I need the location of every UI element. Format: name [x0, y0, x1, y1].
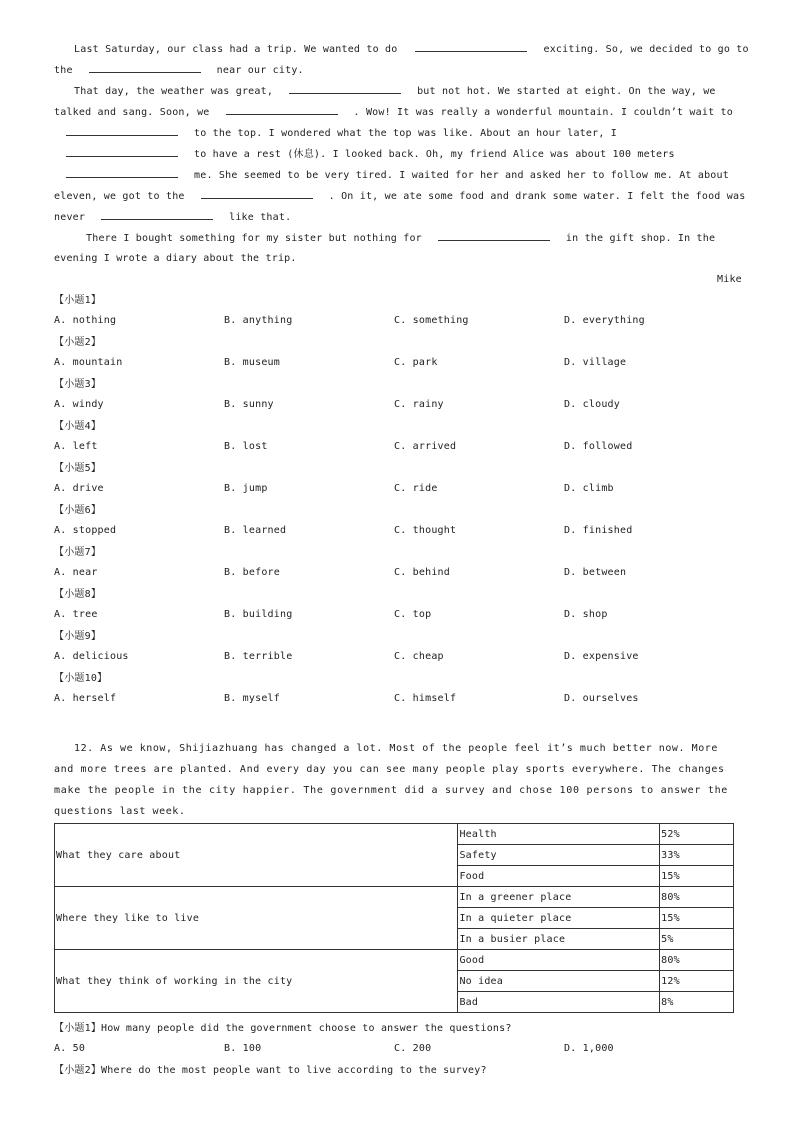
question-option[interactable]: D. shop: [564, 609, 608, 620]
survey-option-cell: Safety: [458, 845, 660, 866]
survey-option-cell: In a greener place: [458, 887, 660, 908]
question-label: 【小题10】: [54, 673, 108, 684]
passage-text: never: [54, 212, 86, 223]
section12-line-2: and more trees are planted. And every day you can see many people play sports everywhere. The changes: [54, 764, 725, 775]
question-option[interactable]: D. cloudy: [564, 399, 620, 410]
passage-text: There I bought something for my sister but nothing for: [86, 233, 422, 244]
question-option[interactable]: D. finished: [564, 525, 633, 536]
question-option[interactable]: B. jump: [224, 483, 268, 494]
passage-line-7: [54, 168, 729, 183]
passage-line-4: [54, 105, 733, 120]
q12-2: [54, 1064, 487, 1078]
passage-line-1: [74, 42, 749, 57]
q12-1-option-c[interactable]: C. 200: [394, 1043, 432, 1054]
question-option[interactable]: C. behind: [394, 567, 450, 578]
question-option[interactable]: A. herself: [54, 693, 117, 704]
passage-text: exciting. So, we decided to go to: [543, 44, 749, 55]
question-label: 【小题3】: [54, 379, 102, 390]
question-label: 【小题4】: [54, 421, 102, 432]
passage-text: . Wow! It was really a wonderful mountain. I couldn’t wait to: [353, 107, 733, 118]
passage-line-6: [54, 147, 675, 162]
question-option[interactable]: A. mountain: [54, 357, 123, 368]
q12-1: [54, 1022, 512, 1036]
question-option[interactable]: C. arrived: [394, 441, 457, 452]
passage-text: . On it, we ate some food and drank some water. I felt the food was: [328, 191, 746, 202]
passage-line-3: [74, 84, 716, 99]
question-option[interactable]: B. learned: [224, 525, 287, 536]
section12-line-3: make the people in the city happier. The government did a survey and chose 100 persons to answer the: [54, 785, 729, 796]
question-option[interactable]: A. drive: [54, 483, 104, 494]
blank-5: [66, 126, 178, 136]
survey-percent-cell: 15%: [660, 866, 734, 887]
survey-option-cell: No idea: [458, 971, 660, 992]
survey-option-cell: Health: [458, 824, 660, 845]
question-option[interactable]: C. park: [394, 357, 438, 368]
question-option[interactable]: B. anything: [224, 315, 293, 326]
question-option[interactable]: A. left: [54, 441, 98, 452]
question-option[interactable]: C. ride: [394, 483, 438, 494]
passage-text: eleven, we got to the: [54, 191, 185, 202]
survey-body: [55, 824, 734, 1013]
question-label: 【小题8】: [54, 589, 102, 600]
survey-percent-cell: 8%: [660, 992, 734, 1013]
question-option[interactable]: A. delicious: [54, 651, 129, 662]
question-option[interactable]: A. near: [54, 567, 98, 578]
survey-topic-cell: What they care about: [55, 824, 458, 887]
survey-option-cell: Good: [458, 950, 660, 971]
q12-2-text: Where do the most people want to live according to the survey?: [101, 1065, 487, 1076]
question-option[interactable]: B. museum: [224, 357, 280, 368]
q12-1-option-a[interactable]: A. 50: [54, 1043, 86, 1054]
question-option[interactable]: B. lost: [224, 441, 268, 452]
survey-option-cell: In a quieter place: [458, 908, 660, 929]
survey-percent-cell: 33%: [660, 845, 734, 866]
passage-text: to have a rest (休息). I looked back. Oh, my friend Alice was about 100 meters: [194, 149, 675, 160]
survey-option-cell: Food: [458, 866, 660, 887]
survey-topic-cell: Where they like to live: [55, 887, 458, 950]
question-option[interactable]: A. nothing: [54, 315, 117, 326]
section12-line-4: questions last week.: [54, 806, 186, 817]
q12-1-text: How many people did the government choose to answer the questions?: [101, 1023, 512, 1034]
question-label: 【小题7】: [54, 547, 102, 558]
q12-2-label: 【小题2】: [54, 1065, 102, 1076]
passage-line-9: [54, 210, 291, 225]
table-row: [55, 950, 734, 971]
signature: Mike: [717, 274, 742, 285]
passage-line-10: [86, 231, 715, 246]
blank-2: [89, 63, 201, 73]
question-option[interactable]: D. between: [564, 567, 627, 578]
blank-3: [289, 84, 401, 94]
question-option[interactable]: B. terrible: [224, 651, 293, 662]
question-label: 【小题9】: [54, 631, 102, 642]
passage-line-8: [54, 189, 745, 204]
blank-8: [201, 189, 313, 199]
passage-text: me. She seemed to be very tired. I waited for her and asked her to follow me. At about: [194, 170, 729, 181]
question-option[interactable]: A. windy: [54, 399, 104, 410]
q12-1-label: 【小题1】: [54, 1023, 102, 1034]
survey-percent-cell: 80%: [660, 887, 734, 908]
question-option[interactable]: D. expensive: [564, 651, 639, 662]
survey-topic-cell: What they think of working in the city: [55, 950, 458, 1013]
survey-option-cell: In a busier place: [458, 929, 660, 950]
question-option[interactable]: C. thought: [394, 525, 457, 536]
question-option[interactable]: C. rainy: [394, 399, 444, 410]
passage-line-5: [54, 126, 617, 141]
question-option[interactable]: D. climb: [564, 483, 614, 494]
blank-1: [415, 42, 527, 52]
question-label: 【小题2】: [54, 337, 102, 348]
survey-percent-cell: 80%: [660, 950, 734, 971]
passage-text: in the gift shop. In the: [565, 233, 716, 244]
passage-text: Last Saturday, our class had a trip. We wanted to do: [74, 44, 398, 55]
survey-percent-cell: 12%: [660, 971, 734, 992]
question-option[interactable]: C. himself: [394, 693, 457, 704]
passage-text: near our city.: [216, 65, 304, 76]
blank-9: [101, 210, 213, 220]
survey-percent-cell: 15%: [660, 908, 734, 929]
passage-text: like that.: [229, 212, 292, 223]
question-label: 【小题5】: [54, 463, 102, 474]
question-option[interactable]: A. tree: [54, 609, 98, 620]
passage-line-2: [54, 63, 304, 78]
passage-line-11: [54, 252, 297, 266]
passage-text: That day, the weather was great,: [74, 86, 274, 97]
question-option[interactable]: B. building: [224, 609, 293, 620]
blank-4: [226, 105, 338, 115]
question-option[interactable]: B. before: [224, 567, 280, 578]
q12-1-option-b[interactable]: B. 100: [224, 1043, 262, 1054]
passage-text: talked and sang. Soon, we: [54, 107, 210, 118]
passage-text: but not hot. We started at eight. On the way, we: [417, 86, 716, 97]
question-option[interactable]: B. sunny: [224, 399, 274, 410]
q12-1-option-d[interactable]: D. 1,000: [564, 1043, 614, 1054]
passage-text: the: [54, 65, 73, 76]
table-row: [55, 887, 734, 908]
question-label: 【小题1】: [54, 295, 102, 306]
question-option[interactable]: D. everything: [564, 315, 645, 326]
table-row: [55, 824, 734, 845]
question-option[interactable]: C. cheap: [394, 651, 444, 662]
survey-option-cell: Bad: [458, 992, 660, 1013]
question-option[interactable]: B. myself: [224, 693, 280, 704]
survey-percent-cell: 5%: [660, 929, 734, 950]
passage-text: evening I wrote a diary about the trip.: [54, 253, 297, 264]
question-option[interactable]: D. village: [564, 357, 627, 368]
question-label: 【小题6】: [54, 505, 102, 516]
survey-table: [54, 823, 734, 1013]
blank-10: [438, 231, 550, 241]
blank-6: [66, 147, 178, 157]
question-option[interactable]: A. stopped: [54, 525, 117, 536]
section12-line-1: 12. As we know, Shijiazhuang has changed a lot. Most of the people feel it’s much better now. More: [74, 743, 718, 754]
question-option[interactable]: D. ourselves: [564, 693, 639, 704]
question-option[interactable]: C. top: [394, 609, 432, 620]
question-option[interactable]: D. followed: [564, 441, 633, 452]
blank-7: [66, 168, 178, 178]
passage-text: to the top. I wondered what the top was like. About an hour later, I: [194, 128, 617, 139]
question-option[interactable]: C. something: [394, 315, 469, 326]
survey-percent-cell: 52%: [660, 824, 734, 845]
